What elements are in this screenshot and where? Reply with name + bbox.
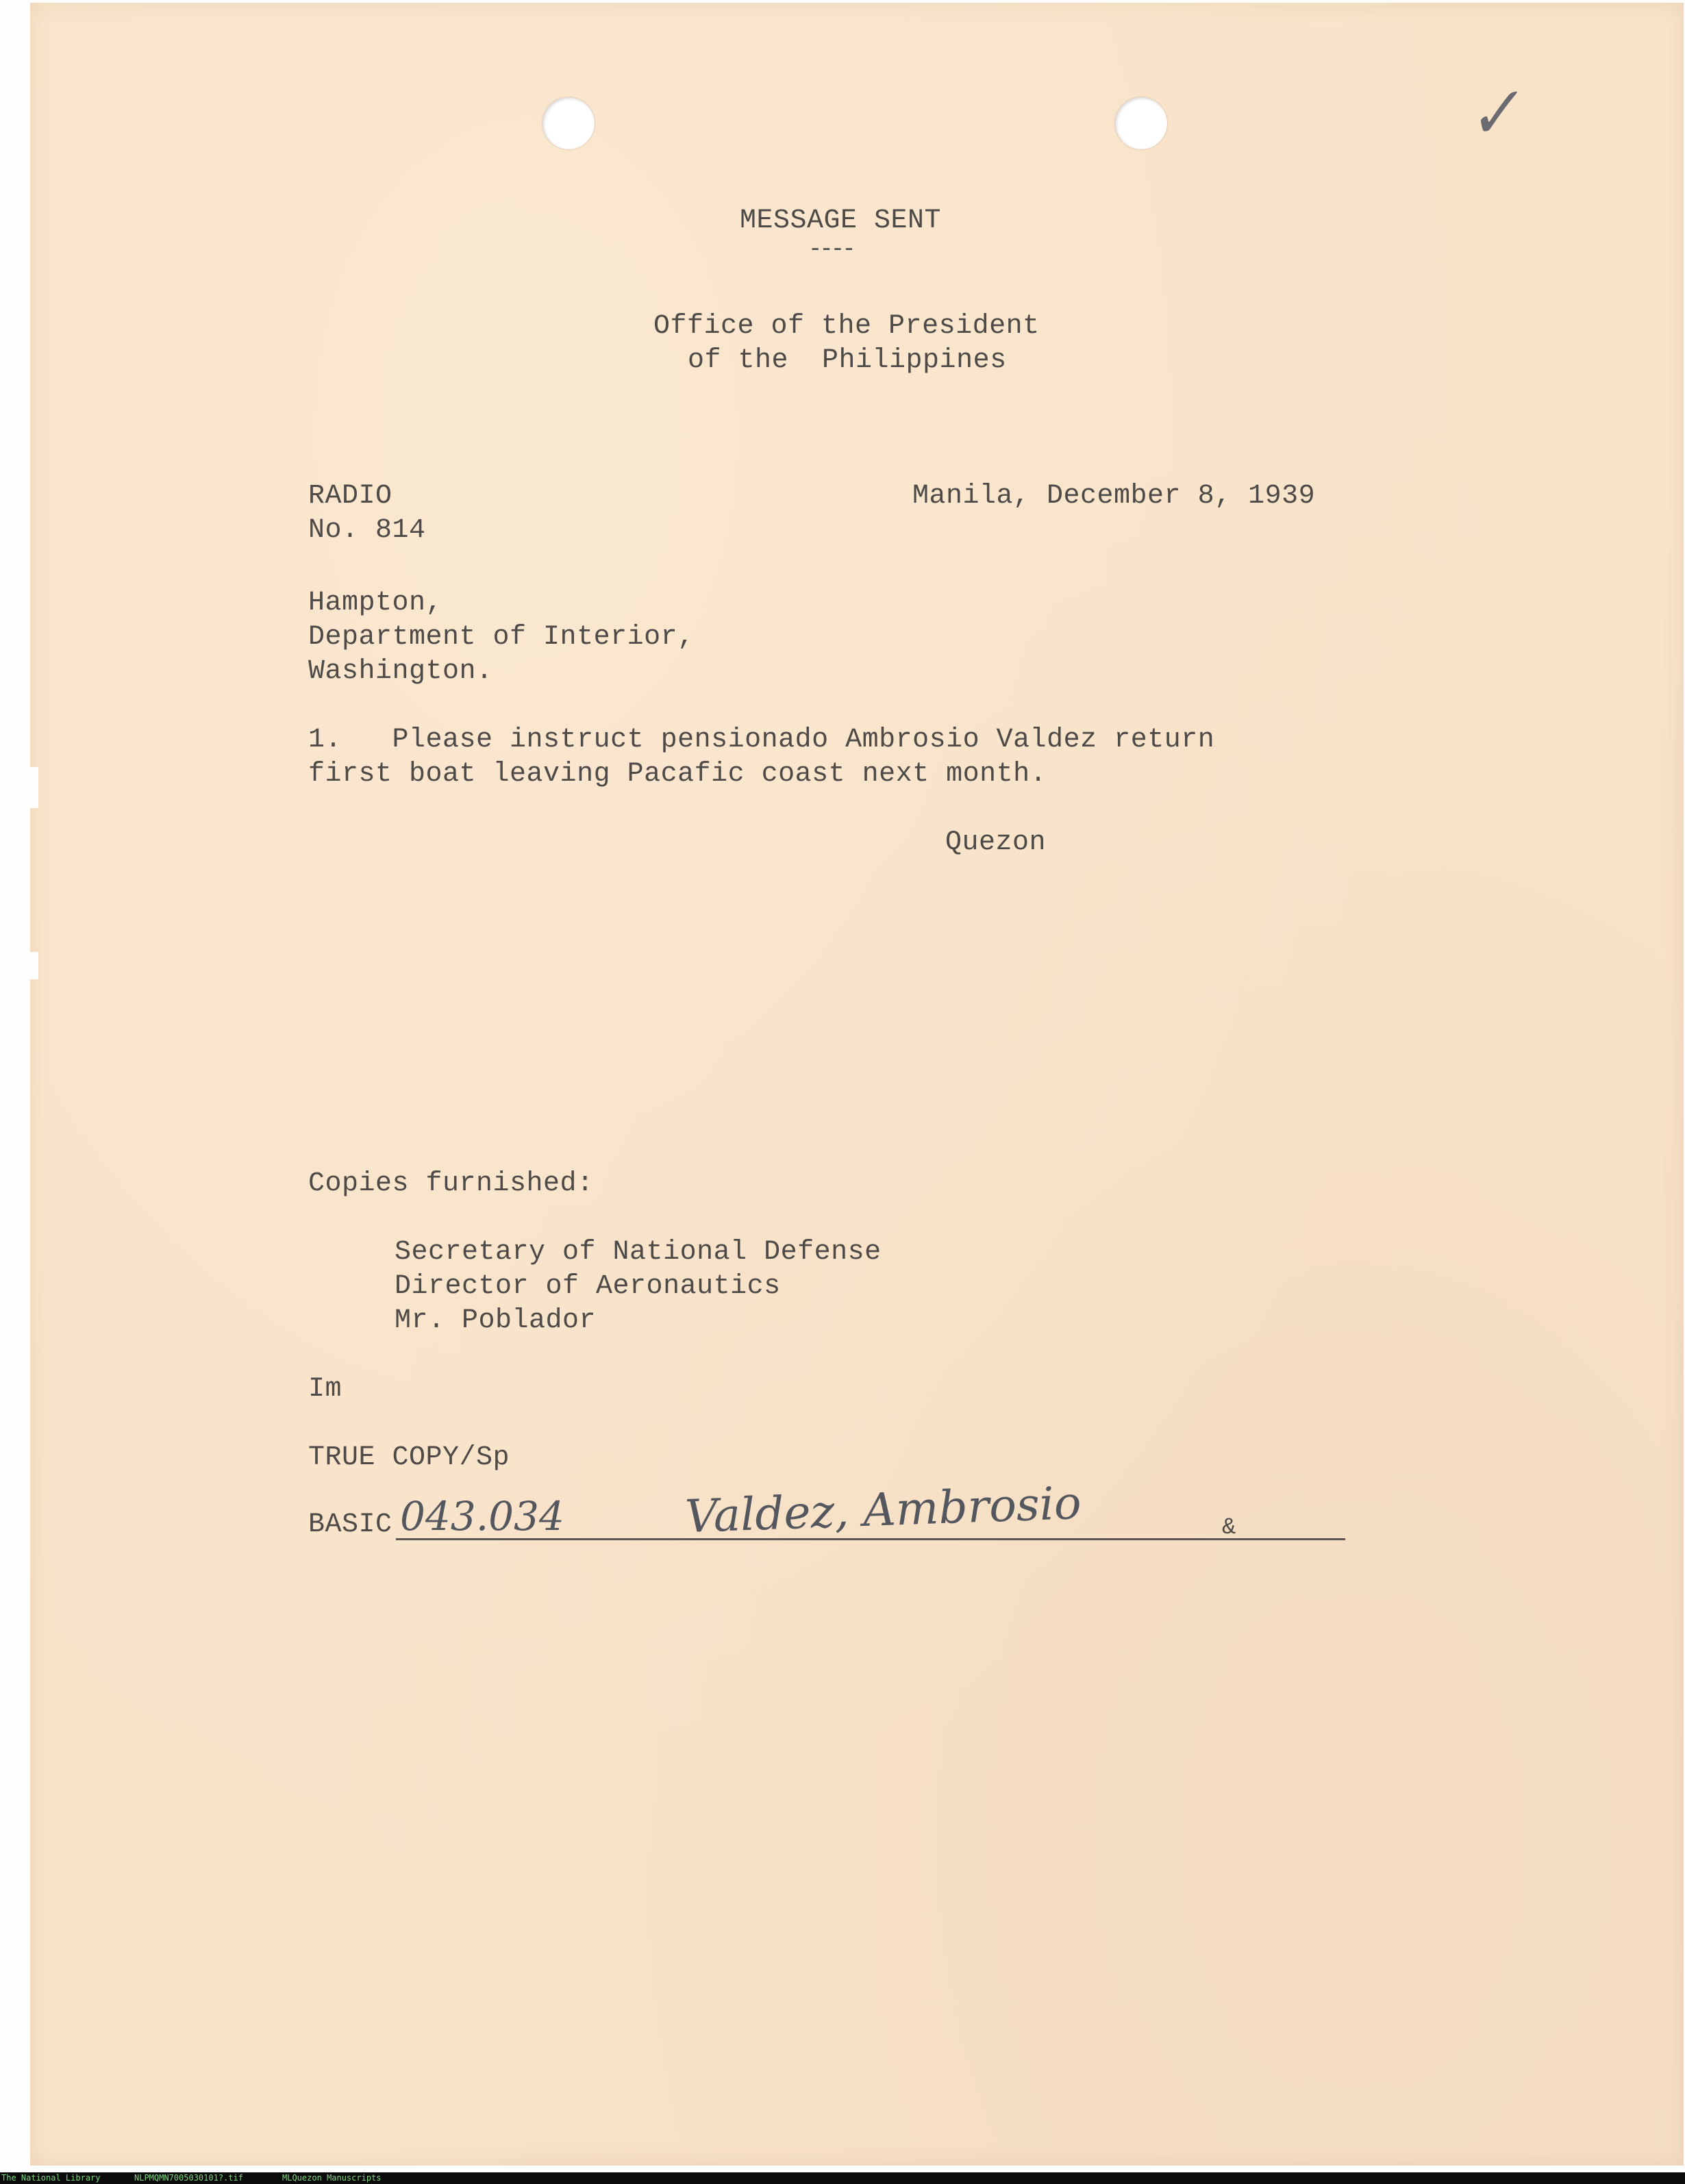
true-copy-note: TRUE COPY/Sp	[308, 1442, 510, 1473]
message-title: MESSAGE SENT	[740, 205, 942, 236]
left-edge-notch	[23, 952, 38, 979]
footer-collection: MLQuezon Manuscripts	[282, 2173, 382, 2183]
handwritten-file-number: 043.034	[400, 1493, 564, 1540]
copies-heading: Copies furnished:	[308, 1168, 594, 1199]
left-edge-notch	[23, 767, 38, 808]
copy-recipient: Director of Aeronautics	[395, 1271, 781, 1302]
footer-file-name: NLPMQMN7005030101?.tif	[134, 2173, 243, 2183]
footer-library: The National Library	[1, 2173, 101, 2183]
place-and-date: Manila, December 8, 1939	[912, 481, 1316, 512]
handwritten-name: Valdez, Ambrosio	[684, 1476, 1082, 1544]
office-line-1: Office of the President	[653, 311, 1040, 342]
body-line-1: 1. Please instruct pensionado Ambrosio Valdez return	[308, 725, 1215, 755]
typist-initials: Im	[308, 1374, 342, 1405]
body-line-2: first boat leaving Pacafic coast next month.	[308, 759, 1047, 790]
basic-ampersand: &	[1222, 1515, 1236, 1541]
copy-recipient: Mr. Poblador	[395, 1305, 597, 1336]
addressee-name: Hampton,	[308, 588, 443, 618]
punch-hole-right	[1115, 97, 1167, 149]
title-dashes: ----	[808, 237, 853, 263]
scan-footer-bar	[0, 2172, 1685, 2184]
basic-label: BASIC	[308, 1509, 392, 1540]
check-mark-icon: ✓	[1460, 71, 1526, 156]
office-line-2: of the Philippines	[688, 345, 1007, 376]
message-number: No. 814	[308, 515, 426, 546]
message-type: RADIO	[308, 481, 392, 512]
addressee-city: Washington.	[308, 656, 493, 687]
punch-hole-left	[542, 97, 595, 149]
signature: Quezon	[945, 827, 1047, 858]
addressee-department: Department of Interior,	[308, 622, 695, 653]
copy-recipient: Secretary of National Defense	[395, 1237, 882, 1268]
